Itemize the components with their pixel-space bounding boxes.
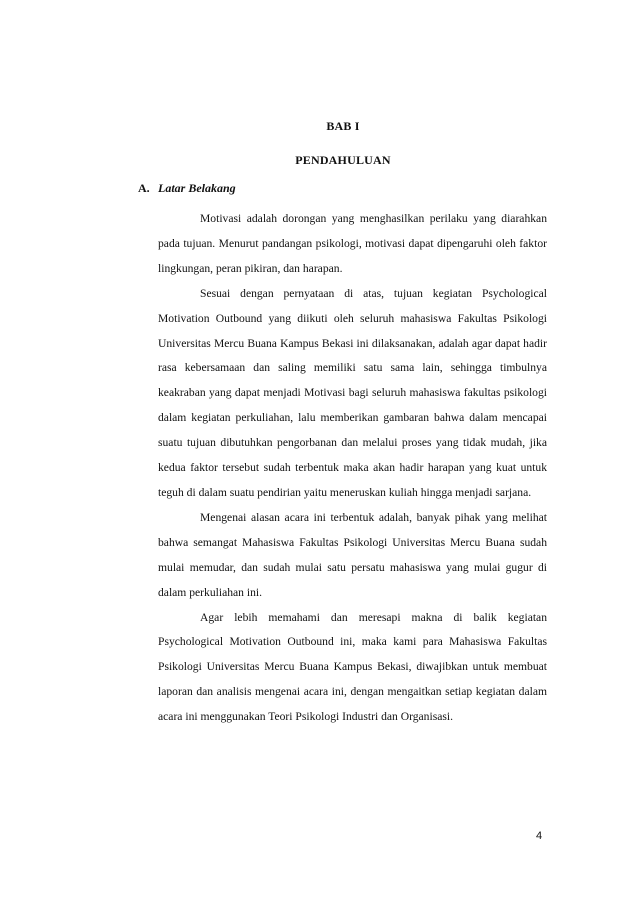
paragraph: Motivasi adalah dorongan yang menghasilkan perilaku yang diarahkan pada tujuan. Menurut pandangan psikologi, motivasi dapat dipengaruhi oleh faktor lingkungan, peran pikiran, dan harapan. — [158, 212, 547, 275]
chapter-number: BAB I — [326, 119, 360, 133]
paragraph: Sesuai dengan pernyataan di atas, tujuan kegiatan Psychological Motivation Outbound yang diikuti oleh seluruh mahasiswa Fakultas Psikologi Universitas Mercu Buana Kampus Bekasi ini dilaksanakan, adalah agar dapat hadir rasa kebersamaan dan saling memiliki satu sama lain, sehingga timbulnya keakraban yang dapat menjadi Motivasi bagi seluruh mahasiswa fakultas psikologi dalam kegiatan perkuliahan, lalu memberikan gambaran bahwa dalam mencapai suatu tujuan dibutuhkan pengorbanan dan melalui proses yang tidak mudah, jika kedua faktor tersebut sudah terbentuk maka akan hadir harapan yang kuat untuk teguh di dalam suatu pendirian yaitu meneruskan kuliah hingga menjadi sarjana. — [158, 286, 547, 499]
section-number: A. — [138, 181, 150, 195]
body-text — [158, 207, 547, 730]
paragraph: Agar lebih memahami dan meresapi makna di balik kegiatan Psychological Motivation Outbound ini, maka kami para Mahasiswa Fakultas Psikologi Universitas Mercu Buana Kampus Bekasi, diwajibkan untuk membuat laporan dan analisis mengenai acara ini, dengan mengaitkan setiap kegiatan dalam acara ini menggunakan Teori Psikologi Industri dan Organisasi. — [158, 610, 547, 724]
chapter-title: PENDAHULUAN — [295, 153, 391, 167]
section-title: Latar Belakang — [158, 181, 236, 195]
paragraph: Mengenai alasan acara ini terbentuk adalah, banyak pihak yang melihat bahwa semangat Mahasiswa Fakultas Psikologi Universitas Mercu Buana sudah mulai memudar, dan sudah mulai satu persatu mahasiswa yang mulai gugur di dalam perkuliahan ini. — [158, 510, 547, 599]
section-heading — [138, 181, 236, 196]
page-number: 4 — [536, 830, 543, 842]
